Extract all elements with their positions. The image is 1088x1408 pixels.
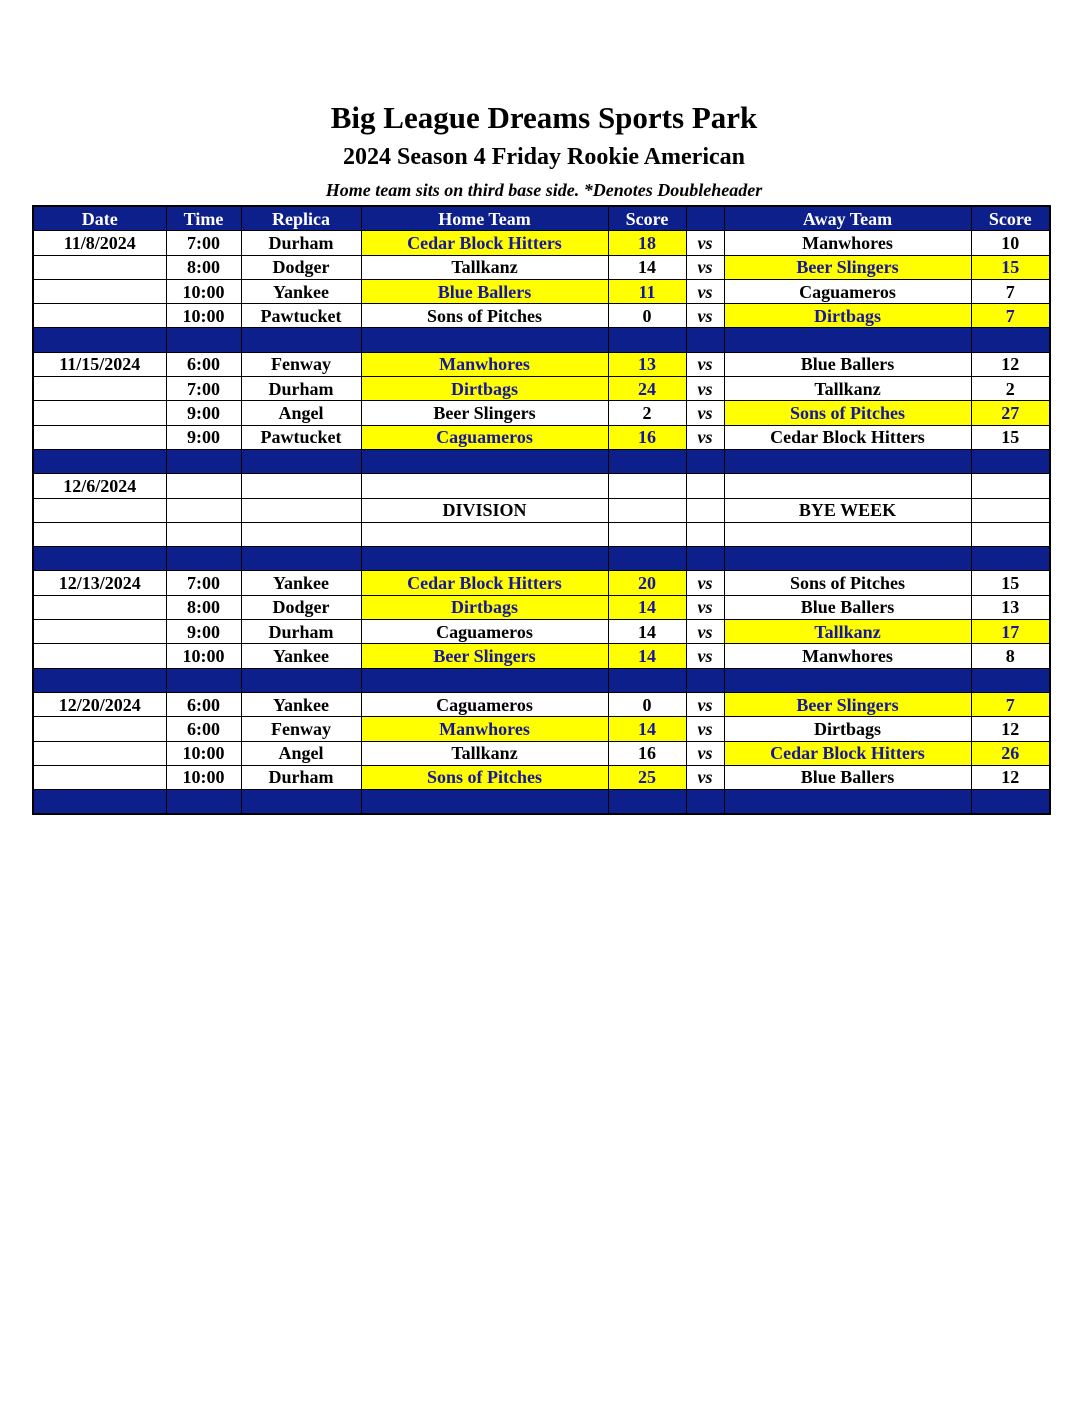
away-score-cell: 15 [971,425,1050,449]
away-team-cell: BYE WEEK [724,498,971,522]
separator-cell [724,668,971,692]
vs-cell: vs [686,425,724,449]
separator-cell [608,449,686,473]
home-score-cell: 13 [608,352,686,376]
date-cell [33,522,166,546]
replica-cell: Durham [241,620,361,644]
home-score-cell: 14 [608,717,686,741]
home-team-cell: Tallkanz [361,255,608,279]
vs-cell: vs [686,255,724,279]
schedule-note: Home team sits on third base side. *Denotes Doubleheader [325,180,763,200]
time-cell: 6:00 [166,352,241,376]
table-row [33,644,1050,668]
vs-cell: vs [686,231,724,255]
away-team-cell: Tallkanz [724,620,971,644]
table-row [33,377,1050,401]
separator-cell [33,790,166,815]
vs-cell: vs [686,692,724,716]
time-cell: 8:00 [166,595,241,619]
vs-cell [686,498,724,522]
away-score-cell: 10 [971,231,1050,255]
away-score-cell [971,498,1050,522]
away-score-cell: 2 [971,377,1050,401]
date-cell [33,401,166,425]
time-cell: 7:00 [166,231,241,255]
home-team-cell: Caguameros [361,692,608,716]
vs-cell [686,474,724,498]
separator-cell [971,449,1050,473]
separator-cell [166,547,241,571]
replica-cell: Dodger [241,595,361,619]
table-row [33,692,1050,716]
date-cell: 12/20/2024 [33,692,166,716]
away-team-cell: Tallkanz [724,377,971,401]
date-cell [33,304,166,328]
separator-cell [241,790,361,815]
separator-cell [361,328,608,352]
home-team-cell: Caguameros [361,620,608,644]
table-header-row [33,206,1050,231]
home-team-cell: Manwhores [361,352,608,376]
date-cell: 11/8/2024 [33,231,166,255]
away-score-cell: 7 [971,279,1050,303]
date-cell [33,498,166,522]
away-team-cell: Sons of Pitches [724,571,971,595]
column-header-time: Time [166,206,241,231]
away-team-cell [724,522,971,546]
separator-cell [361,790,608,815]
separator-cell [724,547,971,571]
replica-cell: Yankee [241,279,361,303]
replica-cell [241,522,361,546]
separator-cell [166,790,241,815]
replica-cell: Yankee [241,644,361,668]
table-row [33,474,1050,498]
separator-cell [33,328,166,352]
separator-cell [166,668,241,692]
date-cell [33,717,166,741]
table-row [33,231,1050,255]
separator-row [33,668,1050,692]
away-team-cell: Dirtbags [724,717,971,741]
table-row [33,717,1050,741]
date-cell: 12/13/2024 [33,571,166,595]
replica-cell: Fenway [241,717,361,741]
date-cell [33,620,166,644]
time-cell: 10:00 [166,644,241,668]
home-team-cell [361,522,608,546]
home-team-cell: Beer Slingers [361,644,608,668]
separator-cell [608,668,686,692]
home-team-cell: Dirtbags [361,377,608,401]
vs-cell: vs [686,279,724,303]
away-score-cell: 12 [971,765,1050,789]
table-row [33,401,1050,425]
separator-cell [608,328,686,352]
home-team-cell [361,474,608,498]
away-team-cell [724,474,971,498]
away-score-cell: 15 [971,571,1050,595]
replica-cell: Yankee [241,571,361,595]
column-header-replica: Replica [241,206,361,231]
column-header-date: Date [33,206,166,231]
home-score-cell [608,522,686,546]
home-score-cell: 0 [608,304,686,328]
schedule-body [33,231,1050,815]
separator-cell [361,547,608,571]
separator-cell [241,449,361,473]
vs-cell: vs [686,741,724,765]
separator-cell [33,668,166,692]
page-subtitle: 2024 Season 4 Friday Rookie American [343,144,745,170]
away-score-cell: 12 [971,717,1050,741]
table-row [33,522,1050,546]
table-row [33,304,1050,328]
home-score-cell: 25 [608,765,686,789]
column-header-home-score: Score [608,206,686,231]
separator-cell [724,790,971,815]
vs-cell [686,522,724,546]
replica-cell: Dodger [241,255,361,279]
replica-cell [241,474,361,498]
separator-cell [724,449,971,473]
away-team-cell: Beer Slingers [724,692,971,716]
home-score-cell [608,498,686,522]
vs-cell: vs [686,377,724,401]
vs-cell: vs [686,620,724,644]
home-score-cell: 14 [608,620,686,644]
column-header-away-team: Away Team [724,206,971,231]
table-row [33,498,1050,522]
schedule-table [32,205,1051,815]
replica-cell: Angel [241,401,361,425]
separator-cell [166,328,241,352]
table-row [33,255,1050,279]
time-cell: 8:00 [166,255,241,279]
replica-cell: Pawtucket [241,425,361,449]
away-score-cell: 27 [971,401,1050,425]
away-team-cell: Blue Ballers [724,352,971,376]
away-score-cell: 7 [971,304,1050,328]
separator-cell [241,668,361,692]
date-cell [33,425,166,449]
date-cell [33,595,166,619]
home-team-cell: Blue Ballers [361,279,608,303]
away-team-cell: Beer Slingers [724,255,971,279]
separator-cell [686,449,724,473]
away-score-cell: 15 [971,255,1050,279]
separator-cell [166,449,241,473]
separator-cell [686,790,724,815]
separator-row [33,547,1050,571]
table-row [33,425,1050,449]
date-cell [33,741,166,765]
away-team-cell: Manwhores [724,231,971,255]
time-cell: 7:00 [166,571,241,595]
vs-cell: vs [686,644,724,668]
replica-cell: Fenway [241,352,361,376]
time-cell: 9:00 [166,401,241,425]
separator-cell [361,449,608,473]
vs-cell: vs [686,571,724,595]
home-score-cell: 14 [608,255,686,279]
home-score-cell: 14 [608,595,686,619]
home-score-cell: 16 [608,425,686,449]
replica-cell: Yankee [241,692,361,716]
home-team-cell: Dirtbags [361,595,608,619]
separator-row [33,449,1050,473]
replica-cell: Durham [241,377,361,401]
separator-cell [724,328,971,352]
away-team-cell: Blue Ballers [724,595,971,619]
separator-cell [241,547,361,571]
separator-cell [686,668,724,692]
home-score-cell: 20 [608,571,686,595]
separator-cell [33,547,166,571]
home-team-cell: Manwhores [361,717,608,741]
home-score-cell [608,474,686,498]
home-score-cell: 0 [608,692,686,716]
time-cell [166,522,241,546]
away-team-cell: Cedar Block Hitters [724,741,971,765]
away-score-cell: 17 [971,620,1050,644]
time-cell: 10:00 [166,765,241,789]
time-cell: 9:00 [166,620,241,644]
away-team-cell: Dirtbags [724,304,971,328]
vs-cell: vs [686,595,724,619]
home-score-cell: 2 [608,401,686,425]
replica-cell: Angel [241,741,361,765]
separator-cell [686,547,724,571]
table-row [33,595,1050,619]
home-team-cell: Sons of Pitches [361,765,608,789]
away-score-cell: 8 [971,644,1050,668]
home-team-cell: DIVISION [361,498,608,522]
date-cell [33,279,166,303]
separator-cell [608,790,686,815]
separator-cell [608,547,686,571]
away-score-cell: 12 [971,352,1050,376]
table-row [33,741,1050,765]
home-team-cell: Tallkanz [361,741,608,765]
column-header-away-score: Score [971,206,1050,231]
vs-cell: vs [686,717,724,741]
column-header-home-team: Home Team [361,206,608,231]
replica-cell [241,498,361,522]
vs-cell: vs [686,352,724,376]
home-team-cell: Sons of Pitches [361,304,608,328]
home-team-cell: Cedar Block Hitters [361,231,608,255]
replica-cell: Durham [241,231,361,255]
date-cell: 12/6/2024 [33,474,166,498]
away-score-cell [971,522,1050,546]
separator-row [33,328,1050,352]
date-cell [33,644,166,668]
home-score-cell: 16 [608,741,686,765]
replica-cell: Durham [241,765,361,789]
time-cell: 6:00 [166,717,241,741]
away-score-cell: 7 [971,692,1050,716]
date-cell [33,377,166,401]
time-cell [166,498,241,522]
column-header-vs [686,206,724,231]
home-score-cell: 24 [608,377,686,401]
separator-row [33,790,1050,815]
home-score-cell: 18 [608,231,686,255]
table-row [33,352,1050,376]
time-cell: 10:00 [166,741,241,765]
separator-cell [33,449,166,473]
vs-cell: vs [686,401,724,425]
separator-cell [361,668,608,692]
time-cell [166,474,241,498]
separator-cell [241,328,361,352]
home-team-cell: Cedar Block Hitters [361,571,608,595]
date-cell [33,765,166,789]
time-cell: 7:00 [166,377,241,401]
separator-cell [686,328,724,352]
vs-cell: vs [686,304,724,328]
page-title: Big League Dreams Sports Park [330,100,758,135]
separator-cell [971,668,1050,692]
time-cell: 10:00 [166,304,241,328]
date-cell: 11/15/2024 [33,352,166,376]
replica-cell: Pawtucket [241,304,361,328]
separator-cell [971,547,1050,571]
home-score-cell: 11 [608,279,686,303]
home-team-cell: Beer Slingers [361,401,608,425]
home-team-cell: Caguameros [361,425,608,449]
time-cell: 9:00 [166,425,241,449]
table-row [33,571,1050,595]
table-row [33,279,1050,303]
table-row [33,620,1050,644]
table-row [33,765,1050,789]
away-team-cell: Manwhores [724,644,971,668]
away-team-cell: Cedar Block Hitters [724,425,971,449]
away-team-cell: Sons of Pitches [724,401,971,425]
away-team-cell: Caguameros [724,279,971,303]
vs-cell: vs [686,765,724,789]
separator-cell [971,790,1050,815]
time-cell: 10:00 [166,279,241,303]
away-team-cell: Blue Ballers [724,765,971,789]
away-score-cell: 26 [971,741,1050,765]
home-score-cell: 14 [608,644,686,668]
away-score-cell: 13 [971,595,1050,619]
away-score-cell [971,474,1050,498]
date-cell [33,255,166,279]
separator-cell [971,328,1050,352]
time-cell: 6:00 [166,692,241,716]
